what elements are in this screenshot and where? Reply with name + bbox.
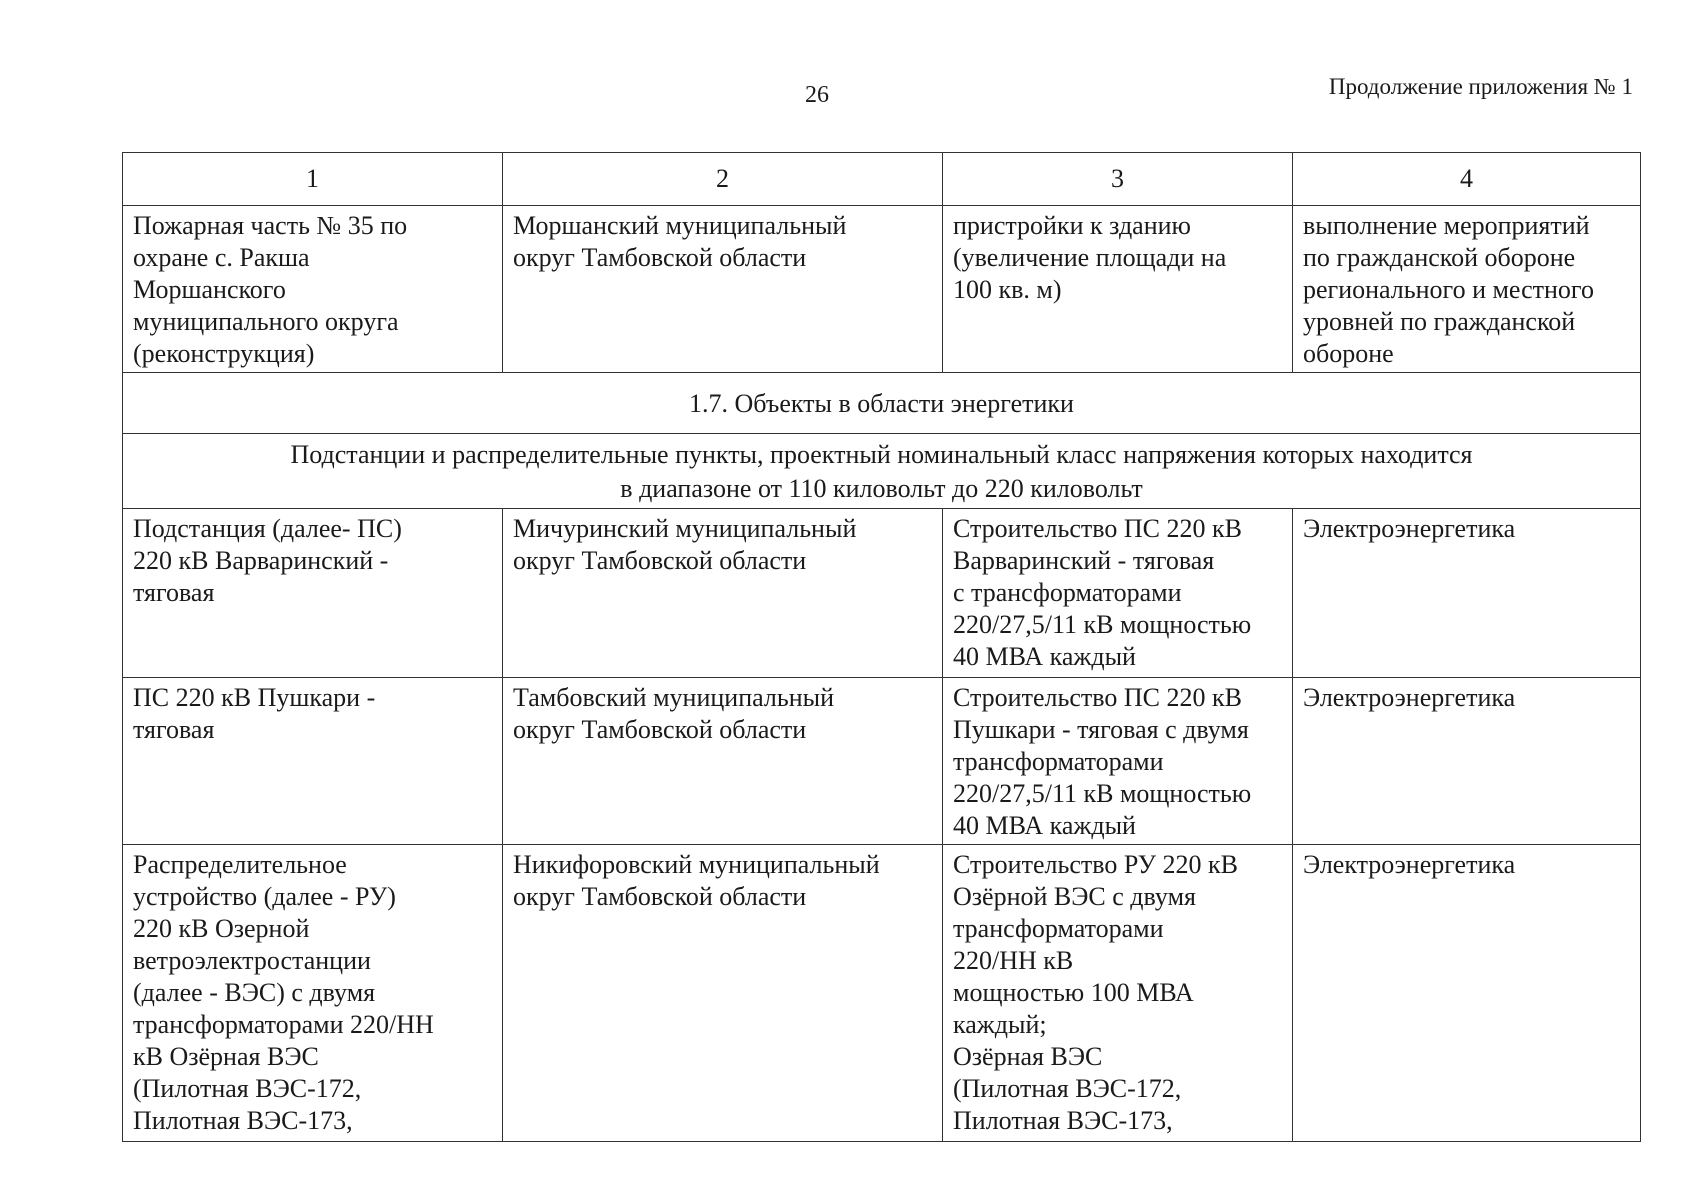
object-name-cell: ПС 220 кВ Пушкари - тяговая bbox=[123, 678, 503, 845]
purpose-cell: Электроэнергетика bbox=[1293, 509, 1641, 678]
characteristics-cell: пристройки к зданию (увеличение площади на 100 кв. м) bbox=[943, 206, 1293, 373]
section-title: 1.7. Объекты в области энергетики bbox=[123, 373, 1641, 434]
column-header: 4 bbox=[1293, 153, 1641, 206]
appendix-table bbox=[122, 152, 1641, 1142]
column-header: 3 bbox=[943, 153, 1293, 206]
location-cell: Никифоровский муниципальный округ Тамбовской области bbox=[503, 845, 943, 1142]
characteristics-cell: Строительство РУ 220 кВ Озёрной ВЭС с двумя трансформаторами 220/НН кВ мощностью 100 МВА каждый; Озёрная ВЭС (Пилотная ВЭС-172, Пилотная ВЭС-173, bbox=[943, 845, 1293, 1142]
object-name-cell: Пожарная часть № 35 по охране с. Ракша Моршанского муниципального округа (реконструкция) bbox=[123, 206, 503, 373]
subsection-row bbox=[123, 434, 1641, 509]
purpose-cell: Электроэнергетика bbox=[1293, 678, 1641, 845]
location-cell: Мичуринский муниципальный округ Тамбовской области bbox=[503, 509, 943, 678]
column-header: 2 bbox=[503, 153, 943, 206]
table-row bbox=[123, 678, 1641, 845]
purpose-cell: Электроэнергетика bbox=[1293, 845, 1641, 1142]
table-row bbox=[123, 509, 1641, 678]
page-number: 26 bbox=[805, 82, 829, 108]
location-cell: Моршанский муниципальный округ Тамбовской области bbox=[503, 206, 943, 373]
characteristics-cell: Строительство ПС 220 кВ Пушкари - тяговая с двумя трансформаторами 220/27,5/11 кВ мощностью 40 МВА каждый bbox=[943, 678, 1293, 845]
table-row bbox=[123, 845, 1641, 1142]
appendix-continuation-label: Продолжение приложения № 1 bbox=[1328, 74, 1633, 99]
subsection-title: Подстанции и распределительные пункты, проектный номинальный класс напряжения которых находится в диапазоне от 110 киловольт до 220 киловольт bbox=[123, 434, 1641, 509]
object-name-cell: Распределительное устройство (далее - РУ) 220 кВ Озерной ветроэлектростанции (далее - ВЭС) с двумя трансформаторами 220/НН кВ Озёрная ВЭС (Пилотная ВЭС-172, Пилотная ВЭС-173, bbox=[123, 845, 503, 1142]
table-header-row bbox=[123, 153, 1641, 206]
section-row bbox=[123, 373, 1641, 434]
characteristics-cell: Строительство ПС 220 кВ Варваринский - тяговая с трансформаторами 220/27,5/11 кВ мощностью 40 МВА каждый bbox=[943, 509, 1293, 678]
purpose-cell: выполнение мероприятий по гражданской обороне регионального и местного уровней по гражданской обороне bbox=[1293, 206, 1641, 373]
table-row bbox=[123, 206, 1641, 373]
column-header: 1 bbox=[123, 153, 503, 206]
location-cell: Тамбовский муниципальный округ Тамбовской области bbox=[503, 678, 943, 845]
object-name-cell: Подстанция (далее- ПС) 220 кВ Варваринский - тяговая bbox=[123, 509, 503, 678]
